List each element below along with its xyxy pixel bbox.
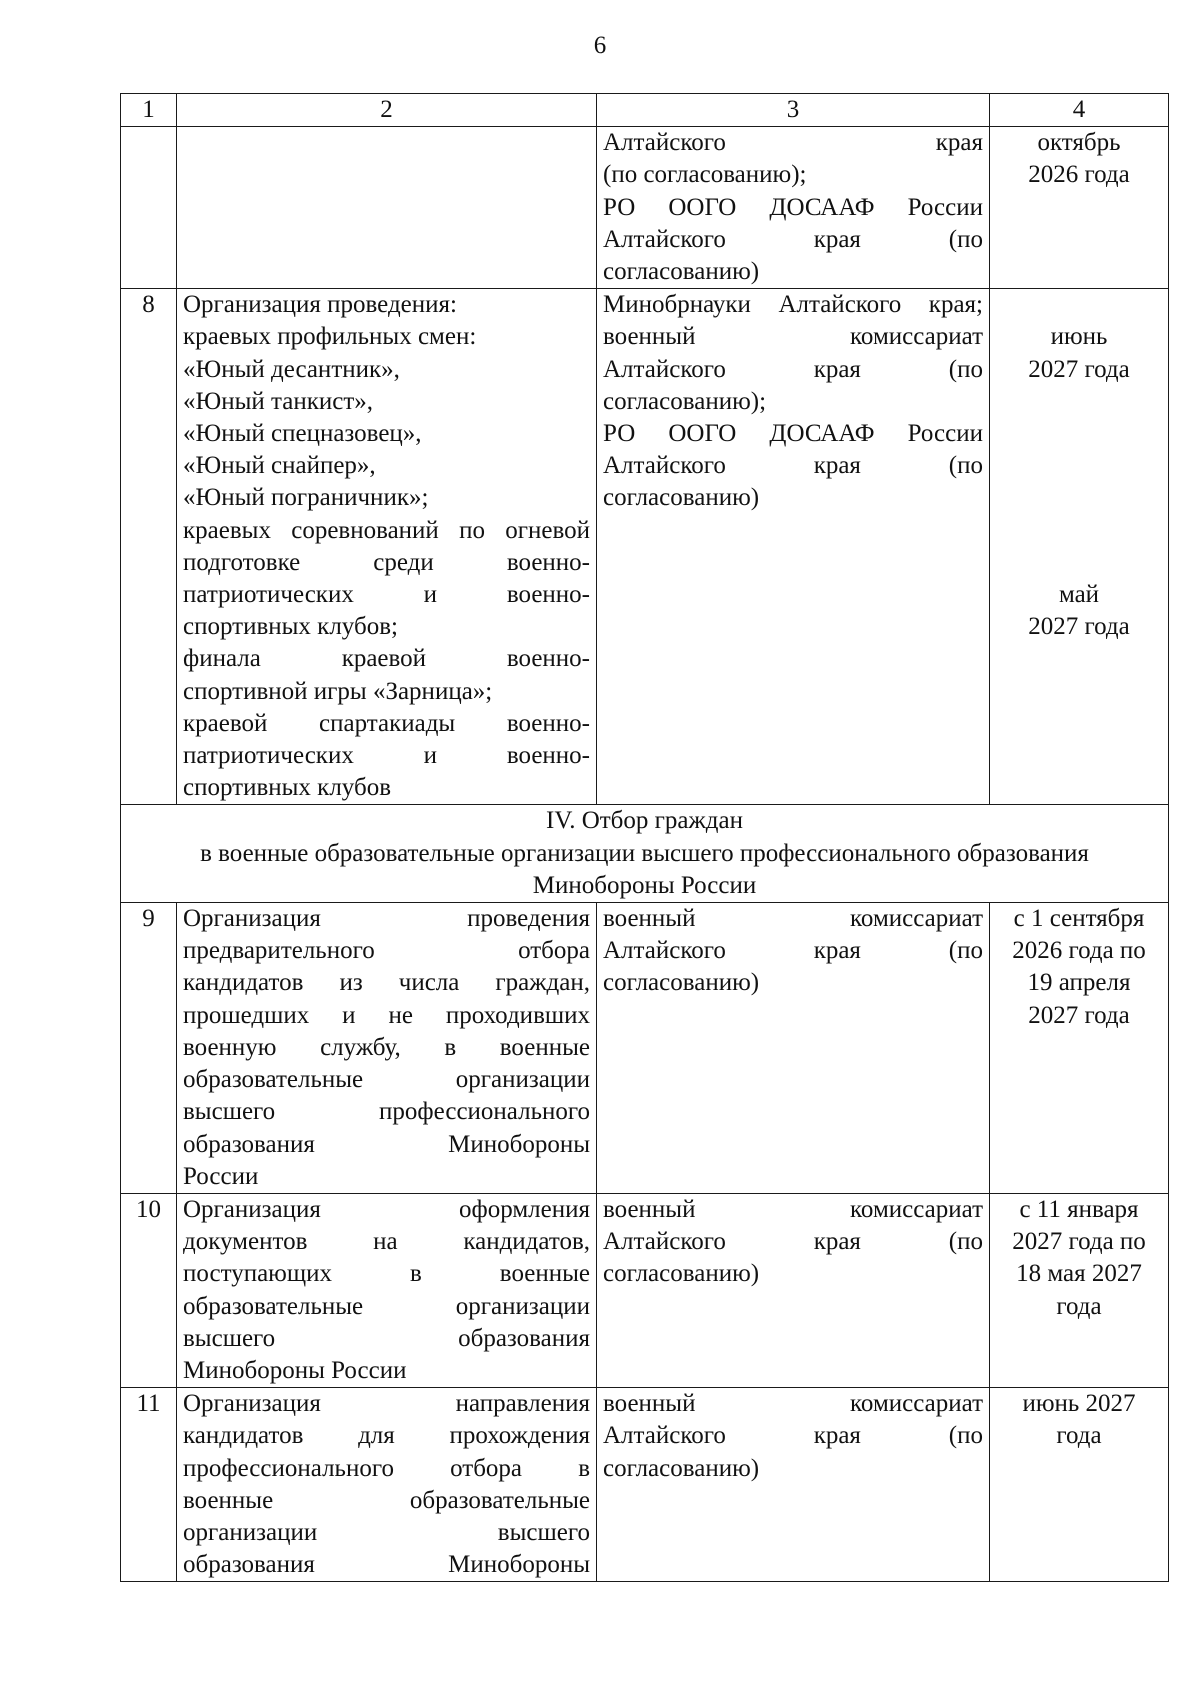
text-line: Алтайского края (по bbox=[603, 452, 983, 480]
text-line: согласованию) bbox=[603, 484, 760, 512]
text-line: согласованию); bbox=[603, 387, 767, 415]
text-line: документов на кандидатов, bbox=[183, 1228, 590, 1256]
text-line: патриотических и военно- bbox=[183, 742, 590, 770]
text-line: краевой спартакиады военно- bbox=[183, 709, 590, 737]
text-line: Минобороны России bbox=[183, 1356, 407, 1384]
table-row-9 bbox=[121, 903, 1169, 1194]
column-number-row bbox=[121, 94, 1169, 127]
responsible-cell bbox=[597, 903, 990, 1194]
date-line: 2027 года bbox=[1028, 1001, 1130, 1029]
date-line: 2027 года bbox=[1028, 355, 1130, 383]
text-line: «Юный снайпер», bbox=[183, 452, 376, 480]
row-number-cell: 10 bbox=[121, 1193, 177, 1387]
table-row-8 bbox=[121, 289, 1169, 805]
date-line: май bbox=[1058, 580, 1100, 608]
spacer bbox=[996, 482, 1162, 514]
text-line: прошедших и не проходивших bbox=[183, 1001, 590, 1029]
text-line: кандидатов из числа граждан, bbox=[183, 969, 590, 997]
text-line: России bbox=[183, 1162, 259, 1190]
date-line: 19 апреля bbox=[1027, 969, 1131, 997]
page-number: 6 bbox=[593, 32, 607, 59]
text-line: Алтайского края (по bbox=[603, 937, 983, 965]
text-line: согласованию) bbox=[603, 969, 760, 997]
text-line: «Юный спецназовец», bbox=[183, 420, 422, 448]
date-line: 2026 года по bbox=[1012, 937, 1146, 965]
date-line: года bbox=[1056, 1422, 1102, 1450]
date-line: июнь 2027 bbox=[1022, 1390, 1136, 1418]
event-cell bbox=[177, 127, 597, 289]
row-number-cell: 8 bbox=[121, 289, 177, 805]
text-line: согласованию) bbox=[603, 258, 760, 286]
event-cell bbox=[177, 1193, 597, 1387]
text-line: Алтайского края (по bbox=[603, 1422, 983, 1450]
text-line: Организация направления bbox=[183, 1390, 590, 1418]
date-line: с 1 сентября bbox=[1013, 905, 1145, 933]
column-number-4: 4 bbox=[990, 94, 1169, 127]
text-line: РО ООГО ДОСААФ России bbox=[603, 420, 983, 448]
text-line: Алтайского края (по bbox=[603, 225, 983, 253]
text-line: Организация проведения bbox=[183, 905, 590, 933]
text-line: высшего профессионального bbox=[183, 1098, 590, 1126]
date-line: 2026 года bbox=[1028, 161, 1130, 189]
text-line: предварительного отбора bbox=[183, 937, 590, 965]
spacer bbox=[996, 418, 1162, 450]
event-cell bbox=[177, 1388, 597, 1582]
text-line: военный комиссариат bbox=[603, 905, 983, 933]
spacer bbox=[996, 547, 1162, 579]
text-line: военный комиссариат bbox=[603, 1390, 983, 1418]
event-cell bbox=[177, 903, 597, 1194]
date-line: 2027 года по bbox=[1012, 1228, 1146, 1256]
section-title: IV. Отбор граждан bbox=[546, 807, 743, 835]
text-line: подготовке среди военно- bbox=[183, 548, 590, 576]
spacer bbox=[996, 386, 1162, 418]
text-line: финала краевой военно- bbox=[183, 645, 590, 673]
text-line: РО ООГО ДОСААФ России bbox=[603, 193, 983, 221]
column-number-3: 3 bbox=[597, 94, 990, 127]
text-line: «Юный танкист», bbox=[183, 387, 374, 415]
events-table bbox=[120, 93, 1169, 1582]
text-line: спортивных клубов bbox=[183, 774, 391, 802]
date-line: с 11 января bbox=[1019, 1195, 1139, 1223]
row-number-cell: 9 bbox=[121, 903, 177, 1194]
responsible-cell bbox=[597, 289, 990, 805]
text-line: краевых соревнований по огневой bbox=[183, 516, 590, 544]
text-line: военный комиссариат bbox=[603, 1195, 983, 1223]
event-cell bbox=[177, 289, 597, 805]
text-line: образования Минобороны bbox=[183, 1130, 590, 1158]
text-line: организации высшего bbox=[183, 1518, 590, 1546]
text-line: образования Минобороны bbox=[183, 1551, 590, 1579]
text-line: высшего образования bbox=[183, 1324, 590, 1352]
text-line: «Юный десантник», bbox=[183, 355, 400, 383]
date-line: года bbox=[1056, 1292, 1102, 1320]
spacer bbox=[996, 289, 1162, 321]
text-line: Алтайского края (по bbox=[603, 355, 983, 383]
column-number-2: 2 bbox=[177, 94, 597, 127]
text-line: образовательные организации bbox=[183, 1292, 590, 1320]
date-line: 2027 года bbox=[1028, 613, 1130, 641]
text-line: образовательные организации bbox=[183, 1066, 590, 1094]
table-row-11 bbox=[121, 1388, 1169, 1582]
text-line: Организация оформления bbox=[183, 1195, 590, 1223]
section-subtitle: Минобороны России bbox=[532, 871, 757, 899]
date-cell bbox=[990, 903, 1169, 1194]
text-line: военный комиссариат bbox=[603, 323, 983, 351]
section-heading bbox=[121, 805, 1169, 903]
spacer bbox=[996, 450, 1162, 482]
section-heading-row bbox=[121, 805, 1169, 903]
text-line: спортивных клубов; bbox=[183, 613, 398, 641]
date-cell bbox=[990, 1193, 1169, 1387]
text-line: «Юный пограничник»; bbox=[183, 484, 429, 512]
date-cell bbox=[990, 1388, 1169, 1582]
table-row-continuation bbox=[121, 127, 1169, 289]
section-subtitle: в военные образовательные организации высшего профессионального образования bbox=[200, 839, 1089, 867]
text-line: профессионального отбора в bbox=[183, 1454, 590, 1482]
spacer bbox=[996, 515, 1162, 547]
date-cell bbox=[990, 289, 1169, 805]
text-line: Минобрнауки Алтайского края; bbox=[603, 291, 983, 319]
row-number-cell: 11 bbox=[121, 1388, 177, 1582]
text-line: краевых профильных смен: bbox=[183, 323, 477, 351]
date-line: июнь bbox=[1050, 323, 1108, 351]
date-line: 18 мая 2027 bbox=[1016, 1260, 1142, 1288]
date-cell bbox=[990, 127, 1169, 289]
text-line: согласованию) bbox=[603, 1260, 760, 1288]
responsible-cell bbox=[597, 127, 990, 289]
text-line: спортивной игры «Зарница»; bbox=[183, 677, 493, 705]
table-row-10 bbox=[121, 1193, 1169, 1387]
text-line: Алтайского края (по bbox=[603, 1228, 983, 1256]
text-line: (по согласованию); bbox=[603, 161, 807, 189]
text-line: военные образовательные bbox=[183, 1486, 590, 1514]
row-number-cell bbox=[121, 127, 177, 289]
text-line: патриотических и военно- bbox=[183, 581, 590, 609]
text-line: военную службу, в военные bbox=[183, 1033, 590, 1061]
text-line: Алтайского края bbox=[603, 129, 983, 157]
responsible-cell bbox=[597, 1193, 990, 1387]
responsible-cell bbox=[597, 1388, 990, 1582]
date-line: октябрь bbox=[1037, 129, 1121, 157]
text-line: кандидатов для прохождения bbox=[183, 1422, 590, 1450]
text-line: поступающих в военные bbox=[183, 1260, 590, 1288]
text-line: Организация проведения: bbox=[183, 291, 457, 319]
text-line: согласованию) bbox=[603, 1454, 760, 1482]
column-number-1: 1 bbox=[121, 94, 177, 127]
